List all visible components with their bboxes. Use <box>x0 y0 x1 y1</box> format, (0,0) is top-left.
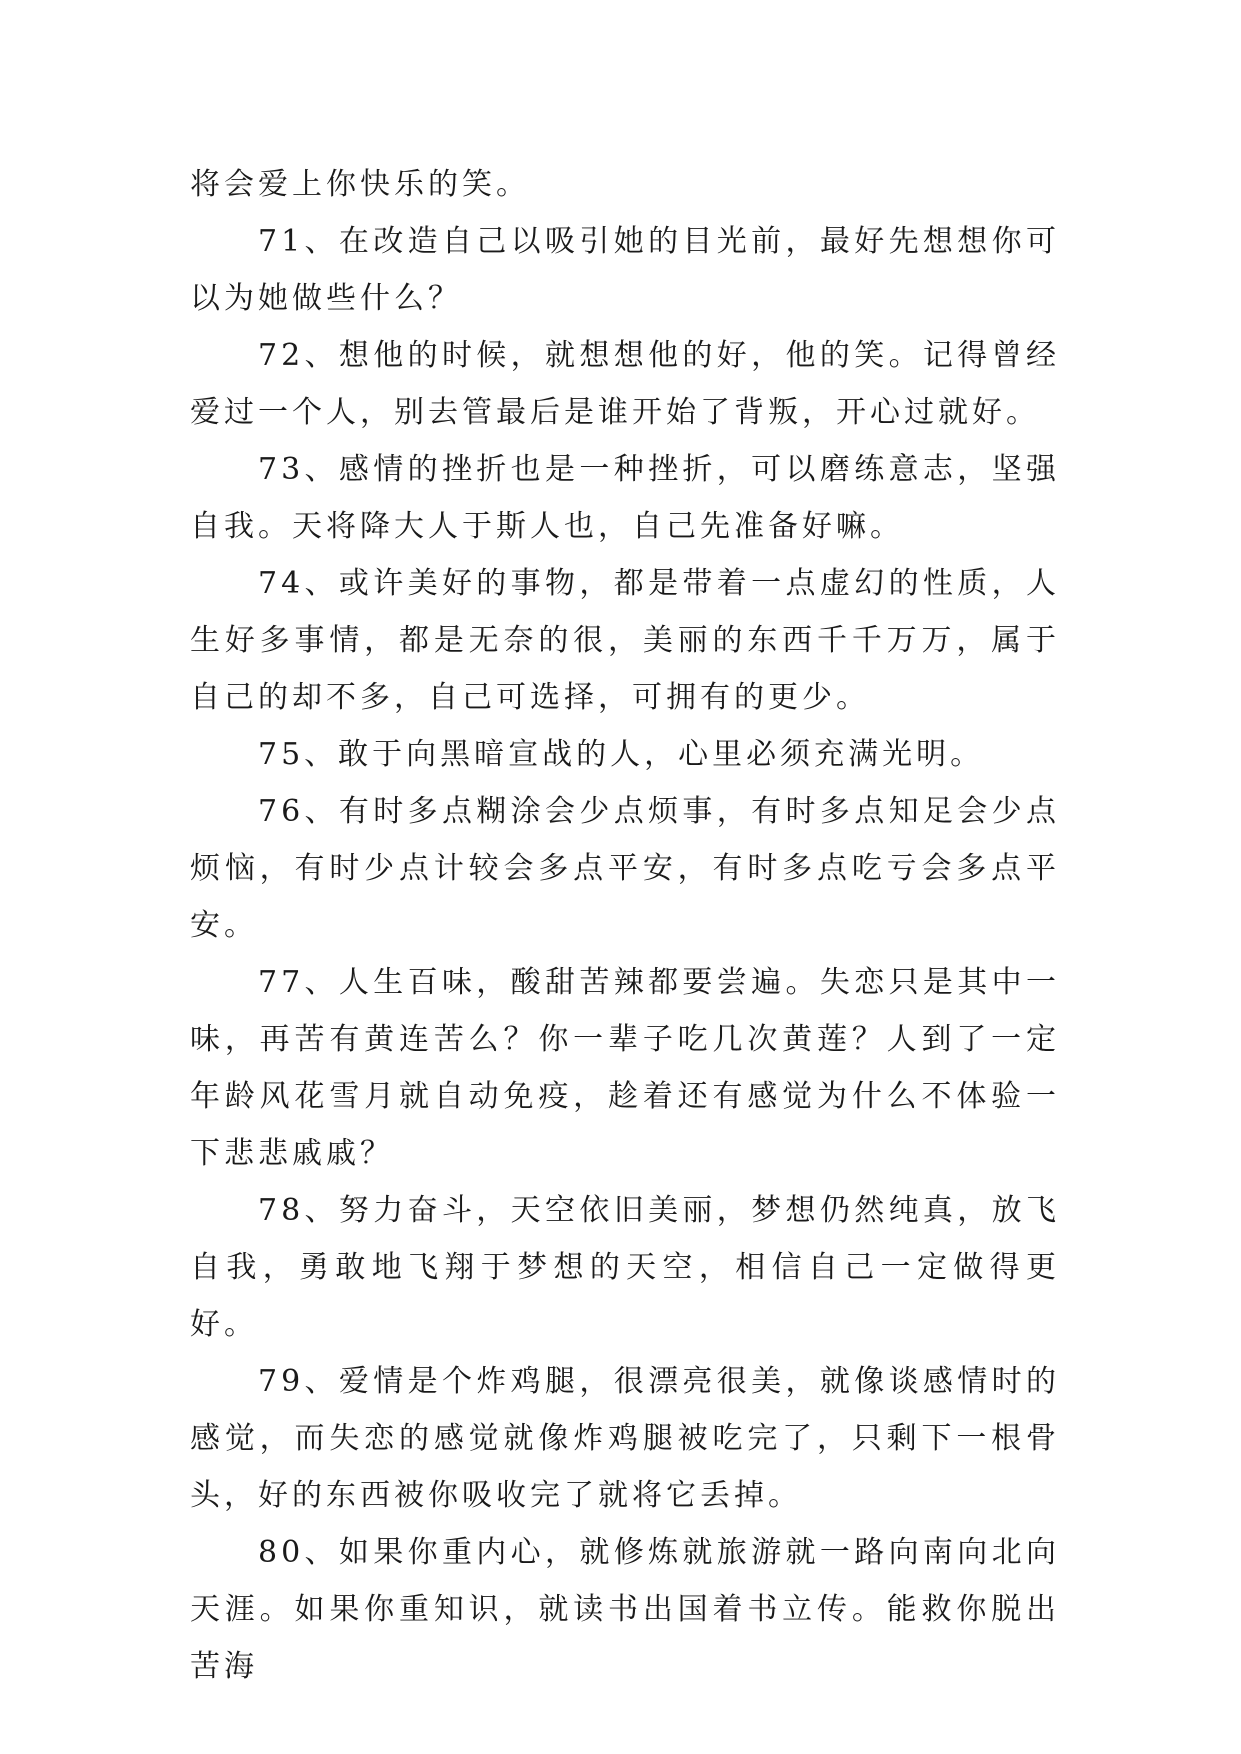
paragraph-72: 72、想他的时候，就想想他的好，他的笑。记得曾经爱过一个人，别去管最后是谁开始了背叛，开心过就好。 <box>190 338 1060 430</box>
paragraph-73: 73、感情的挫折也是一种挫折，可以磨练意志，坚强自我。天将降大人于斯人也，自己先准备好嘛。 <box>190 452 1060 544</box>
paragraph-77: 77、人生百味，酸甜苦辣都要尝遍。失恋只是其中一味，再苦有黄连苦么？你一辈子吃几次黄莲？人到了一定年龄风花雪月就自动免疫，趁着还有感觉为什么不体验一下悲悲戚戚？ <box>190 965 1060 1171</box>
paragraph-74: 74、或许美好的事物，都是带着一点虚幻的性质，人生好多事情，都是无奈的很，美丽的东西千千万万，属于自己的却不多，自己可选择，可拥有的更少。 <box>190 566 1060 715</box>
paragraph-75: 75、敢于向黑暗宣战的人，心里必须充满光明。 <box>258 737 985 772</box>
paragraph-80: 80、如果你重内心，就修炼就旅游就一路向南向北向天涯。如果你重知识，就读书出国着书立传。能救你脱出苦海 <box>190 1535 1060 1684</box>
paragraph-71: 71、在改造自己以吸引她的目光前，最好先想想你可以为她做些什么？ <box>190 224 1060 316</box>
paragraph-continuation: 将会爱上你快乐的笑。 <box>190 167 530 202</box>
paragraph-78: 78、努力奋斗，天空依旧美丽，梦想仍然纯真，放飞自我，勇敢地飞翔于梦想的天空，相信自己一定做得更好。 <box>190 1193 1060 1342</box>
paragraph-79: 79、爱情是个炸鸡腿，很漂亮很美，就像谈感情时的感觉，而失恋的感觉就像炸鸡腿被吃完了，只剩下一根骨头，好的东西被你吸收完了就将它丢掉。 <box>190 1364 1060 1513</box>
document-body <box>190 156 1060 1695</box>
paragraph-76: 76、有时多点糊涂会少点烦事，有时多点知足会少点烦恼，有时少点计较会多点平安，有时多点吃亏会多点平安。 <box>190 794 1060 943</box>
